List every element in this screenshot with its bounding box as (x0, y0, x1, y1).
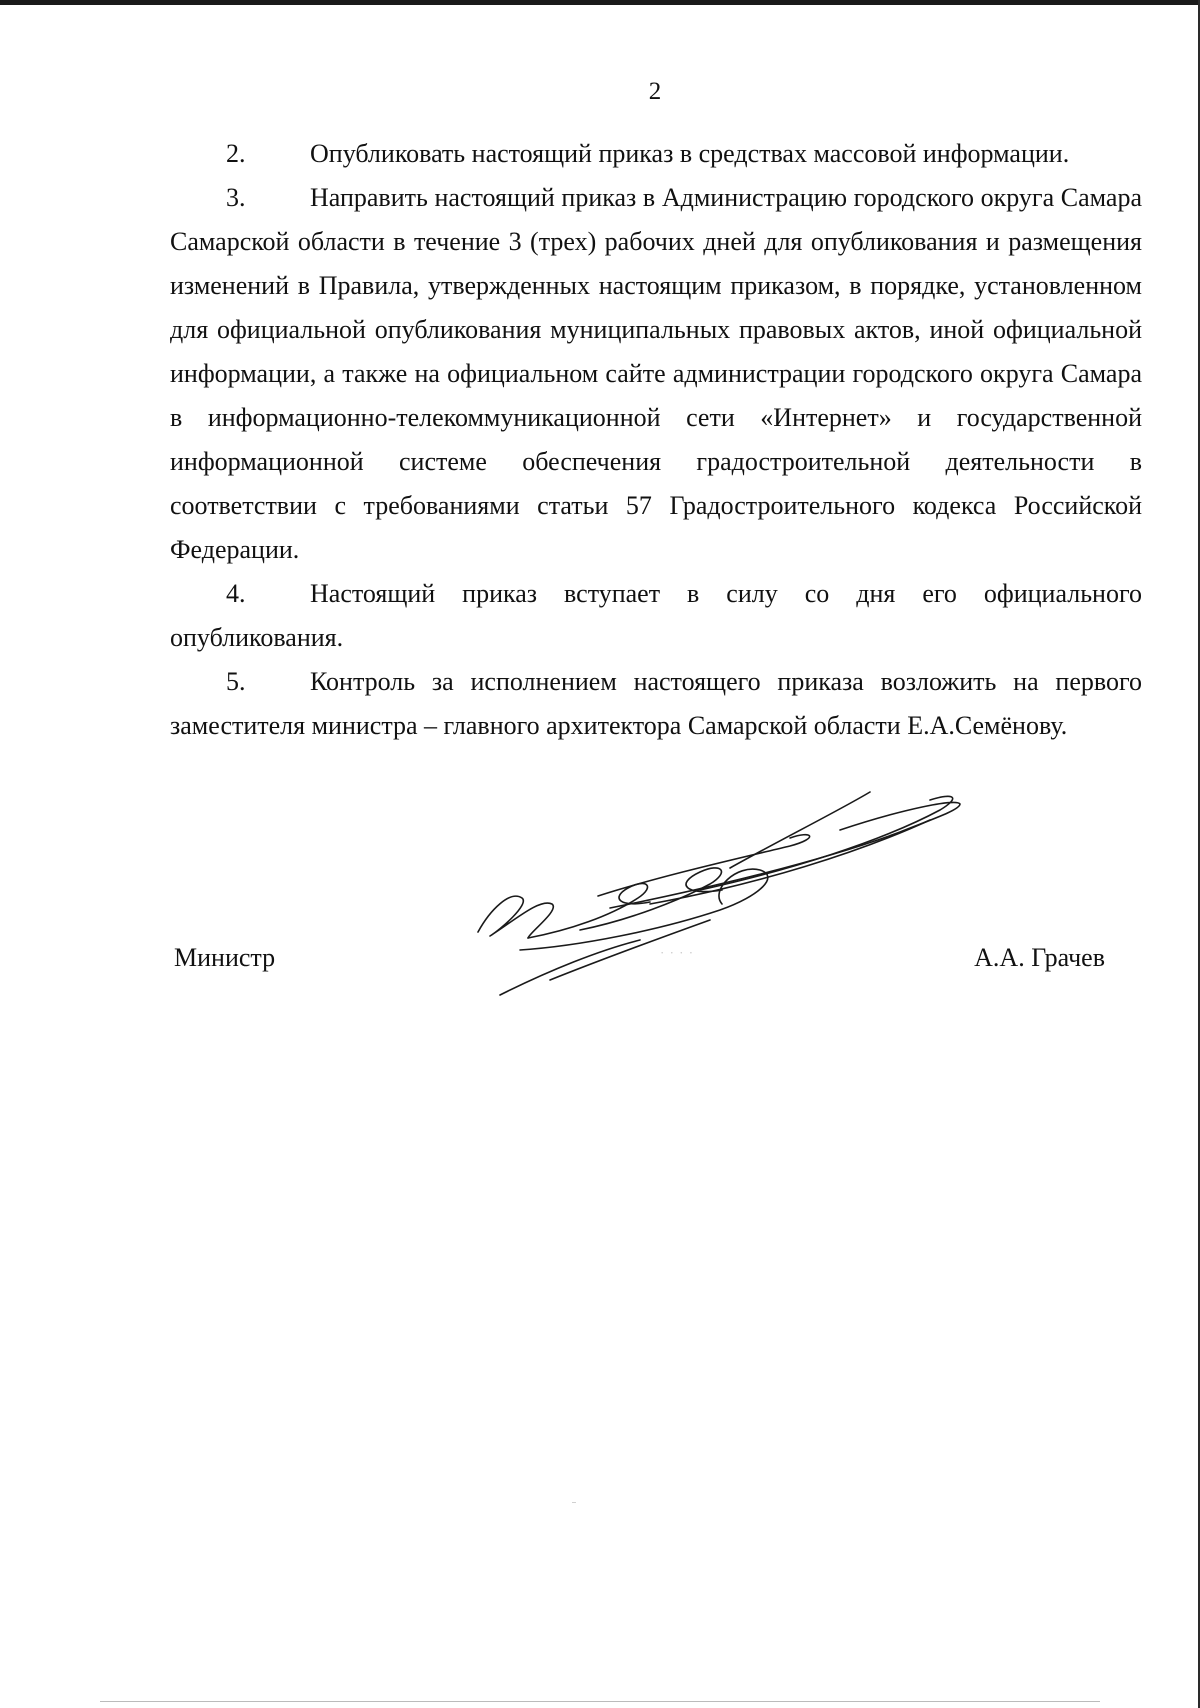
signatory-role: Министр (174, 943, 276, 972)
handwritten-signature-icon (460, 780, 1020, 1010)
item-text: Контроль за исполнением настоящего приказа возложить на первого заместителя министра – главного архитектора Самарской области Е.А.Семёнову. (170, 667, 1142, 740)
item-number: 2. (226, 139, 246, 168)
scan-edge-top (0, 0, 1200, 5)
paragraph-item-4 (170, 572, 1142, 660)
paragraph-item-2 (170, 132, 1142, 176)
item-text: Настоящий приказ вступает в силу со дня его официального опубликования. (170, 579, 1142, 652)
paragraph-item-3 (170, 176, 1142, 572)
item-text: Опубликовать настоящий приказ в средствах массовой информации. (310, 139, 1070, 168)
document-body (170, 132, 1142, 748)
item-number: 4. (226, 579, 246, 608)
item-number: 5. (226, 667, 246, 696)
scan-speck (572, 1502, 576, 1503)
faint-stamp-mark: · · · · (660, 945, 695, 960)
paragraph-item-5 (170, 660, 1142, 748)
scan-edge-bottom (100, 1701, 1100, 1702)
signatory-name: А.А. Грачев (974, 943, 1105, 972)
page-number: 2 (648, 78, 662, 105)
item-text: Направить настоящий приказ в Администрацию городского округа Самара Самарской области в течение 3 (трех) рабочих дней для опубликования и размещения изменений в Правила, утвержденных настоящим приказом, в порядке, установленном для официальной опубликования муниципальных правовых актов, иной официальной информации, а также на официальном сайте администрации городского округа Самара в информационно-телекоммуникационной сети «Интернет» и государственной информационной системе обеспечения градостроительной деятельности в соответствии с требованиями статьи 57 Градостроительного кодекса Российской Федерации. (170, 183, 1142, 564)
item-number: 3. (226, 183, 246, 212)
